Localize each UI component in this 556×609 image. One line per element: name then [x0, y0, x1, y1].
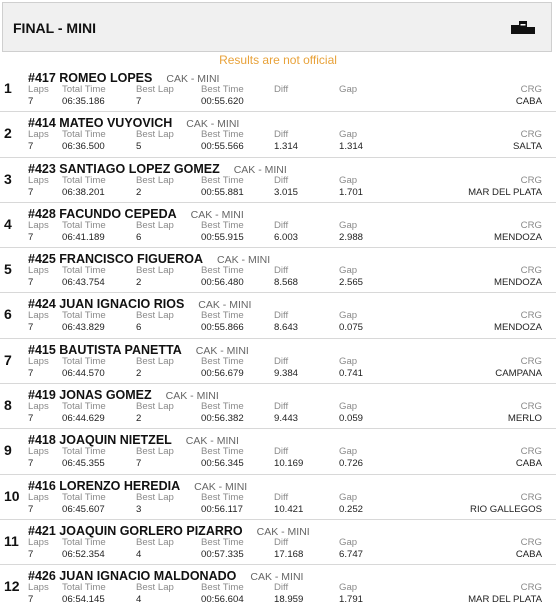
result-row[interactable] [0, 475, 556, 520]
gap-value: 0.059 [339, 413, 364, 425]
best-time-label: Best Time [201, 401, 244, 413]
result-row[interactable] [0, 203, 556, 248]
city-name: RIO GALLEGOS [470, 503, 542, 515]
gap-label: Gap [339, 174, 358, 186]
team-name: CRG [520, 536, 542, 548]
driver-line [28, 69, 219, 87]
results-list [0, 67, 556, 609]
best-time-label: Best Time [201, 355, 244, 367]
laps-label: Laps [28, 219, 49, 231]
total-time-value: 06:45.355 [62, 458, 105, 470]
diff-label: Diff [274, 219, 289, 231]
total-time-value: 06:44.570 [62, 367, 105, 379]
driver-name[interactable]: #415 BAUTISTA PANETTA [28, 342, 182, 357]
diff-value: 3.015 [274, 186, 299, 198]
city-name: MERLO [507, 413, 542, 425]
best-lap-value: 4 [136, 594, 142, 606]
city-name: CABA [515, 458, 542, 470]
result-row[interactable] [0, 158, 556, 203]
gap-label: Gap [339, 446, 358, 458]
driver-name[interactable]: #418 JOAQUIN NIETZEL [28, 433, 172, 448]
best-lap-label: Best Lap [136, 446, 174, 458]
laps-value: 7 [28, 594, 34, 606]
driver-name[interactable]: #421 JOAQUIN GORLERO PIZARRO [28, 523, 243, 538]
gap-value: 0.726 [339, 458, 364, 470]
gap-label: Gap [339, 310, 358, 322]
category-label: CAK - MINI [165, 390, 219, 403]
best-time-label: Best Time [201, 219, 244, 231]
team-name: CRG [520, 355, 542, 367]
city-name: CAMPANA [495, 367, 542, 379]
driver-name[interactable]: #414 MATEO VUYOVICH [28, 116, 173, 131]
best-lap-label: Best Lap [136, 582, 174, 594]
laps-label: Laps [28, 355, 49, 367]
team-name: CRG [520, 582, 542, 594]
result-row[interactable] [0, 67, 556, 112]
best-time-value: 00:56.117 [201, 503, 243, 515]
total-time-label: Total Time [62, 536, 106, 548]
result-row[interactable] [0, 429, 556, 474]
diff-label: Diff [274, 446, 289, 458]
total-time-label: Total Time [62, 219, 106, 231]
city-name: MAR DEL PLATA [468, 186, 542, 198]
position: 9 [4, 442, 12, 459]
position: 3 [4, 170, 12, 187]
gap-value: 1.701 [339, 186, 364, 198]
diff-label: Diff [274, 174, 289, 186]
result-row[interactable] [0, 565, 556, 609]
driver-name[interactable]: #424 JUAN IGNACIO RIOS [28, 297, 185, 312]
position: 6 [4, 306, 12, 323]
total-time-value: 06:41.189 [62, 231, 105, 243]
diff-label: Diff [274, 265, 289, 277]
total-time-value: 06:54.145 [62, 594, 105, 606]
total-time-label: Total Time [62, 491, 106, 503]
best-lap-label: Best Lap [136, 355, 174, 367]
driver-name[interactable]: #426 JUAN IGNACIO MALDONADO [28, 569, 237, 584]
driver-name[interactable]: #417 ROMEO LOPES [28, 71, 153, 85]
laps-label: Laps [28, 582, 49, 594]
position: 5 [4, 261, 12, 278]
best-lap-label: Best Lap [136, 265, 174, 277]
position: 11 [4, 532, 19, 549]
category-label: CAK - MINI [186, 118, 240, 131]
diff-value: 8.643 [274, 322, 299, 334]
driver-line [28, 386, 219, 404]
team-name: CRG [520, 310, 542, 322]
laps-label: Laps [28, 536, 49, 548]
diff-value: 18.959 [274, 594, 304, 606]
city-name: CABA [515, 96, 542, 107]
best-lap-value: 2 [136, 413, 142, 425]
diff-label: Diff [274, 582, 289, 594]
category-label: CAK - MINI [233, 163, 287, 176]
laps-value: 7 [28, 231, 34, 243]
diff-label: Diff [274, 491, 289, 503]
best-time-label: Best Time [201, 174, 244, 186]
unofficial-notice: Results are not official [219, 53, 337, 67]
best-lap-label: Best Lap [136, 401, 174, 413]
diff-value: 9.443 [274, 413, 299, 425]
total-time-value: 06:45.607 [62, 503, 105, 515]
best-lap-value: 6 [136, 231, 142, 243]
best-lap-label: Best Lap [136, 491, 174, 503]
gap-value: 2.565 [339, 277, 364, 289]
total-time-value: 06:44.629 [62, 413, 105, 425]
best-time-value: 00:56.382 [201, 413, 244, 425]
driver-name[interactable]: #423 SANTIAGO LOPEZ GOMEZ [28, 161, 220, 176]
total-time-label: Total Time [62, 174, 106, 186]
diff-label: Diff [274, 129, 289, 141]
diff-value: 6.003 [274, 231, 299, 243]
city-name: MENDOZA [494, 322, 542, 334]
best-time-label: Best Time [201, 536, 244, 548]
best-lap-label: Best Lap [136, 536, 174, 548]
laps-label: Laps [28, 174, 49, 186]
diff-value: 9.384 [274, 367, 299, 379]
best-time-value: 00:57.335 [201, 548, 244, 560]
result-row[interactable] [0, 339, 556, 384]
laps-value: 7 [28, 548, 34, 560]
city-name: SALTA [513, 141, 542, 153]
position: 12 [4, 578, 20, 595]
result-row[interactable] [0, 384, 556, 429]
gap-label: Gap [339, 129, 358, 141]
best-lap-value: 5 [136, 141, 142, 153]
diff-value: 10.169 [274, 458, 304, 470]
best-time-value: 00:56.345 [201, 458, 244, 470]
total-time-label: Total Time [62, 401, 106, 413]
best-time-value: 00:55.620 [201, 96, 244, 107]
gap-label: Gap [339, 219, 358, 231]
best-time-value: 00:55.915 [201, 231, 244, 243]
gap-label: Gap [339, 355, 358, 367]
best-lap-label: Best Lap [136, 174, 174, 186]
laps-value: 7 [28, 367, 34, 379]
category-label: CAK - MINI [190, 208, 244, 221]
total-time-label: Total Time [62, 310, 106, 322]
best-time-label: Best Time [201, 129, 244, 141]
total-time-value: 06:43.754 [62, 277, 105, 289]
laps-label: Laps [28, 84, 49, 95]
category-label: CAK - MINI [195, 344, 249, 357]
total-time-value: 06:38.201 [62, 186, 105, 198]
laps-label: Laps [28, 446, 49, 458]
gap-label: Gap [339, 401, 358, 413]
category-label: CAK - MINI [198, 299, 252, 312]
gap-value: 1.791 [339, 594, 364, 606]
best-time-label: Best Time [201, 582, 244, 594]
driver-name[interactable]: #425 FRANCISCO FIGUEROA [28, 252, 204, 267]
laps-label: Laps [28, 491, 49, 503]
best-time-value: 00:56.480 [201, 277, 244, 289]
result-row[interactable] [0, 112, 556, 157]
page-title: FINAL - MINI [13, 20, 96, 36]
laps-value: 7 [28, 413, 34, 425]
laps-label: Laps [28, 310, 49, 322]
best-lap-label: Best Lap [136, 219, 174, 231]
city-name: MENDOZA [494, 277, 542, 289]
team-name: CRG [520, 219, 542, 231]
driver-name[interactable]: #419 JONAS GOMEZ [28, 388, 152, 403]
gap-label: Gap [339, 84, 358, 95]
category-label: CAK - MINI [194, 480, 248, 493]
position: 4 [4, 215, 12, 232]
total-time-label: Total Time [62, 84, 106, 95]
result-row[interactable] [0, 248, 556, 293]
position: 8 [4, 397, 12, 414]
position: 10 [4, 487, 20, 504]
best-lap-label: Best Lap [136, 84, 174, 95]
gap-label: Gap [339, 582, 358, 594]
total-time-value: 06:43.829 [62, 322, 105, 334]
laps-value: 7 [28, 96, 34, 107]
best-time-value: 00:56.679 [201, 367, 244, 379]
best-time-label: Best Time [201, 310, 244, 322]
best-time-value: 00:55.866 [201, 322, 244, 334]
team-name: CRG [520, 129, 542, 141]
diff-label: Diff [274, 84, 289, 95]
laps-value: 7 [28, 277, 34, 289]
best-time-label: Best Time [201, 446, 244, 458]
category-label: CAK - MINI [250, 571, 304, 584]
best-lap-value: 2 [136, 277, 142, 289]
position: 7 [4, 351, 12, 368]
team-name: CRG [520, 401, 542, 413]
best-lap-value: 6 [136, 322, 142, 334]
team-name: CRG [520, 265, 542, 277]
gap-value: 6.747 [339, 548, 364, 560]
team-name: CRG [520, 446, 542, 458]
laps-label: Laps [28, 265, 49, 277]
position: 2 [4, 125, 12, 142]
best-lap-value: 4 [136, 548, 142, 560]
diff-label: Diff [274, 536, 289, 548]
best-time-label: Best Time [201, 84, 244, 95]
position: 1 [4, 80, 12, 96]
total-time-label: Total Time [62, 355, 106, 367]
total-time-label: Total Time [62, 582, 106, 594]
best-time-value: 00:55.881 [201, 186, 244, 198]
gap-value: 1.314 [339, 141, 364, 153]
gap-value: 0.741 [339, 367, 364, 379]
best-time-label: Best Time [201, 265, 244, 277]
driver-name[interactable]: #416 LORENZO HEREDIA [28, 478, 181, 493]
total-time-label: Total Time [62, 265, 106, 277]
diff-value: 10.421 [274, 503, 304, 515]
gap-value: 0.075 [339, 322, 364, 334]
result-row[interactable] [0, 293, 556, 338]
result-row[interactable] [0, 520, 556, 565]
team-name: CRG [520, 491, 542, 503]
total-time-value: 06:36.500 [62, 141, 105, 153]
best-lap-value: 7 [136, 96, 142, 107]
city-name: CABA [515, 548, 542, 560]
best-lap-value: 7 [136, 458, 142, 470]
best-time-value: 00:56.604 [201, 594, 244, 606]
laps-label: Laps [28, 401, 49, 413]
team-name: CRG [520, 174, 542, 186]
gap-label: Gap [339, 265, 358, 277]
team-name: CRG [520, 84, 542, 95]
laps-value: 7 [28, 458, 34, 470]
category-label: CAK - MINI [166, 73, 220, 85]
diff-label: Diff [274, 310, 289, 322]
best-lap-value: 3 [136, 503, 142, 515]
laps-label: Laps [28, 129, 49, 141]
diff-value: 1.314 [274, 141, 299, 153]
best-time-label: Best Time [201, 491, 244, 503]
gap-value: 0.252 [339, 503, 364, 515]
best-lap-label: Best Lap [136, 310, 174, 322]
diff-label: Diff [274, 355, 289, 367]
category-label: CAK - MINI [185, 435, 239, 448]
city-name: MAR DEL PLATA [468, 594, 542, 606]
best-lap-label: Best Lap [136, 129, 174, 141]
best-time-value: 00:55.566 [201, 141, 244, 153]
total-time-label: Total Time [62, 446, 106, 458]
laps-value: 7 [28, 186, 34, 198]
diff-value: 8.568 [274, 277, 299, 289]
best-lap-value: 2 [136, 367, 142, 379]
laps-value: 7 [28, 141, 34, 153]
category-label: CAK - MINI [256, 525, 310, 538]
results-header [2, 2, 552, 52]
gap-label: Gap [339, 491, 358, 503]
diff-label: Diff [274, 401, 289, 413]
podium-icon[interactable] [511, 21, 535, 39]
laps-value: 7 [28, 503, 34, 515]
gap-label: Gap [339, 536, 358, 548]
best-lap-value: 2 [136, 186, 142, 198]
total-time-value: 06:35.186 [62, 96, 105, 107]
laps-value: 7 [28, 322, 34, 334]
city-name: MENDOZA [494, 231, 542, 243]
gap-value: 2.988 [339, 231, 364, 243]
diff-value: 17.168 [274, 548, 304, 560]
total-time-label: Total Time [62, 129, 106, 141]
total-time-value: 06:52.354 [62, 548, 105, 560]
driver-name[interactable]: #428 FACUNDO CEPEDA [28, 206, 177, 221]
category-label: CAK - MINI [217, 254, 271, 267]
